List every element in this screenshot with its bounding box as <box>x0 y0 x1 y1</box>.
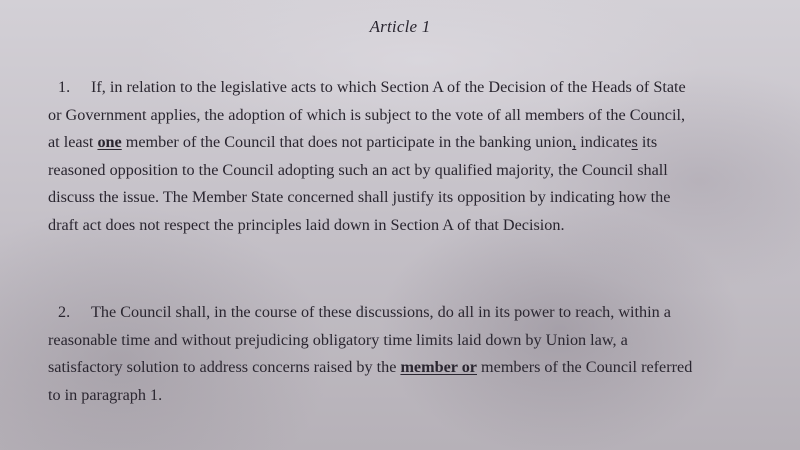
paragraph-2-line-4: to in paragraph 1. <box>48 385 163 404</box>
paragraph-1-line-1-text: If, in relation to the legislative acts to which Section A of the Decision of the Heads of State <box>91 78 686 96</box>
paragraph-2-line-3-post: members of the Council referred <box>477 358 693 377</box>
edit-mark-comma: , <box>572 133 577 152</box>
paragraph-2-line-2: reasonable time and without prejudicing obligatory time limits laid down by Union law, a <box>48 330 628 349</box>
edit-mark-s: s <box>631 133 638 152</box>
paragraph-1-line-3-pre: at least <box>48 133 98 152</box>
paragraph-1-line-3-post: its <box>637 133 658 152</box>
paragraph-2-line-1-text: The Council shall, in the course of these discussions, do all in its power to reach, within a <box>91 303 671 321</box>
paragraph-2-line-3-pre: satisfactory solution to address concerns raised by the <box>48 358 401 377</box>
paragraph-2-line-1 <box>48 299 788 327</box>
paragraph-1-line-3 <box>48 129 788 157</box>
paragraph-1-line-3-mid2: indicate <box>576 133 632 152</box>
paragraph-1-line-2: or Government applies, the adoption of which is subject to the vote of all members of the Council, <box>48 105 686 124</box>
paragraph-1-line-5: discuss the issue. The Member State concerned shall justify its opposition by indicating how the <box>48 188 671 207</box>
emphasis-member-or: member or <box>400 358 477 377</box>
paragraph-1 <box>48 74 788 240</box>
paragraph-1-line-1 <box>48 74 788 102</box>
paragraph-2-number: 2. <box>58 303 71 321</box>
paragraph-2 <box>48 299 788 409</box>
paragraph-1-number: 1. <box>58 78 71 96</box>
paragraph-1-line-4: reasoned opposition to the Council adopting such an act by qualified majority, the Council shall <box>48 160 668 179</box>
emphasis-one: one <box>97 133 122 152</box>
paragraph-2-line-3 <box>48 354 788 382</box>
paragraph-1-line-3-mid: member of the Council that does not participate in the banking union <box>121 133 573 152</box>
article-heading: Article 1 <box>369 17 431 36</box>
paragraph-1-line-6: draft act does not respect the principles laid down in Section A of that Decision. <box>48 215 565 234</box>
